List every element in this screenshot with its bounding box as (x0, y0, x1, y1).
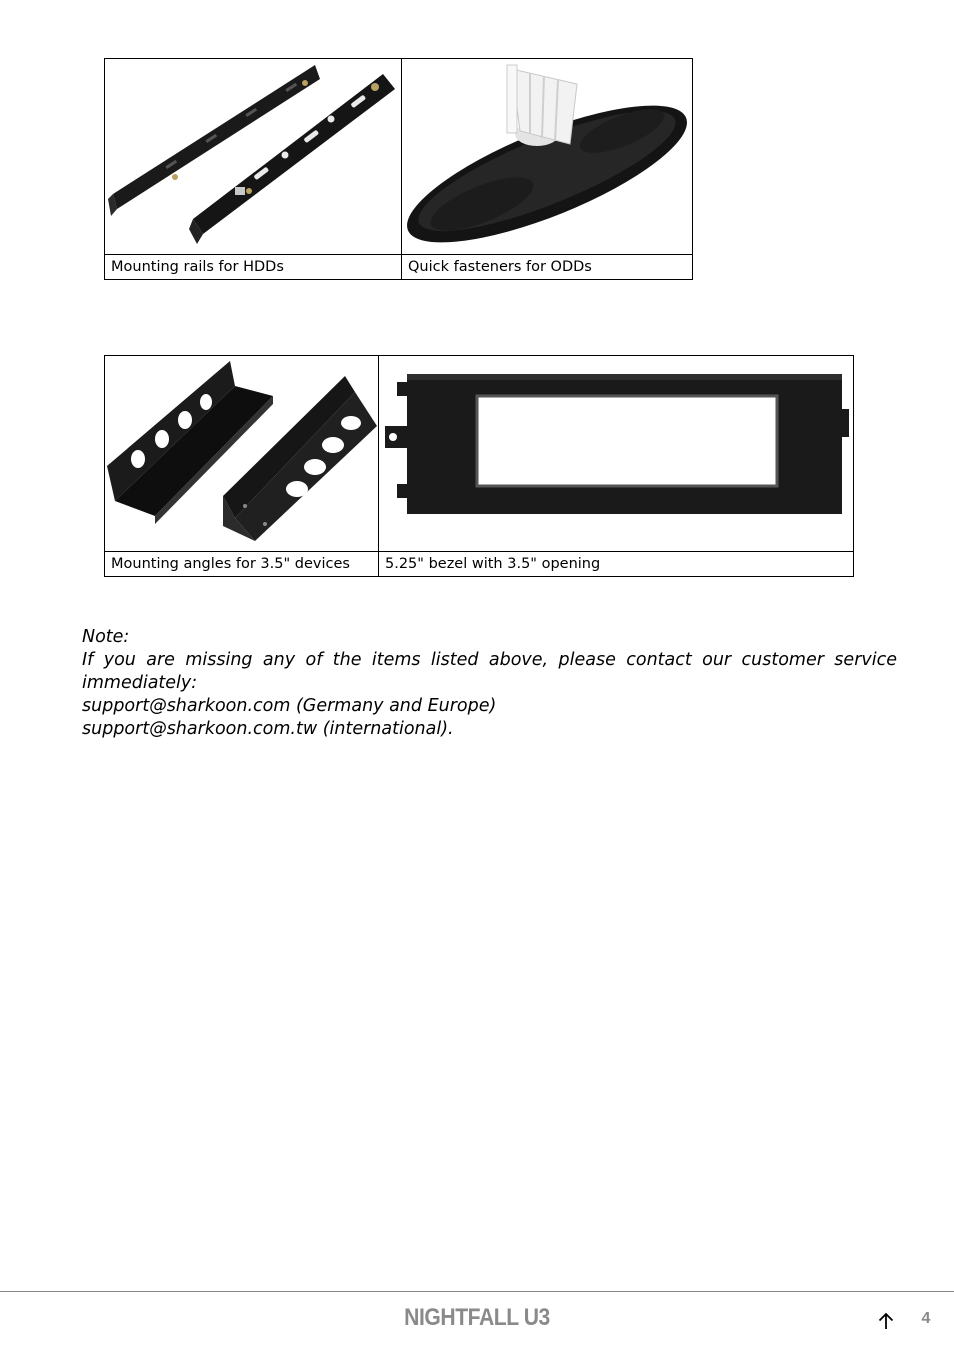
up-arrow-icon[interactable] (876, 1311, 896, 1331)
mounting-angles-image (105, 356, 379, 551)
mounting-rails-image (105, 59, 402, 254)
bezel-image (379, 356, 854, 551)
footer-product-title: NIGHTFALL U3 (404, 1304, 550, 1331)
caption-bezel: 5.25" bezel with 3.5" opening (379, 552, 854, 577)
support-email-international: support@sharkoon.com.tw (international). (82, 719, 454, 739)
photo-bezel (379, 356, 854, 552)
photo-mounting-rails (105, 59, 402, 255)
caption-quick-fasteners: Quick fasteners for ODDs (402, 255, 693, 280)
footer-divider (0, 1291, 954, 1292)
caption-mounting-rails: Mounting rails for HDDs (105, 255, 402, 280)
photo-quick-fasteners (402, 59, 693, 255)
support-note (82, 626, 897, 741)
note-heading: Note: (82, 627, 130, 647)
accessory-table-1 (104, 58, 693, 280)
quick-fastener-image (402, 59, 693, 254)
caption-mounting-angles: Mounting angles for 3.5" devices (105, 552, 379, 577)
page-number: 4 (921, 1310, 931, 1327)
photo-mounting-angles (105, 356, 379, 552)
support-email-europe: support@sharkoon.com (Germany and Europe) (82, 696, 497, 716)
accessory-table-2 (104, 355, 854, 577)
note-body: If you are missing any of the items listed above, please contact our customer service immediately: (82, 650, 897, 693)
